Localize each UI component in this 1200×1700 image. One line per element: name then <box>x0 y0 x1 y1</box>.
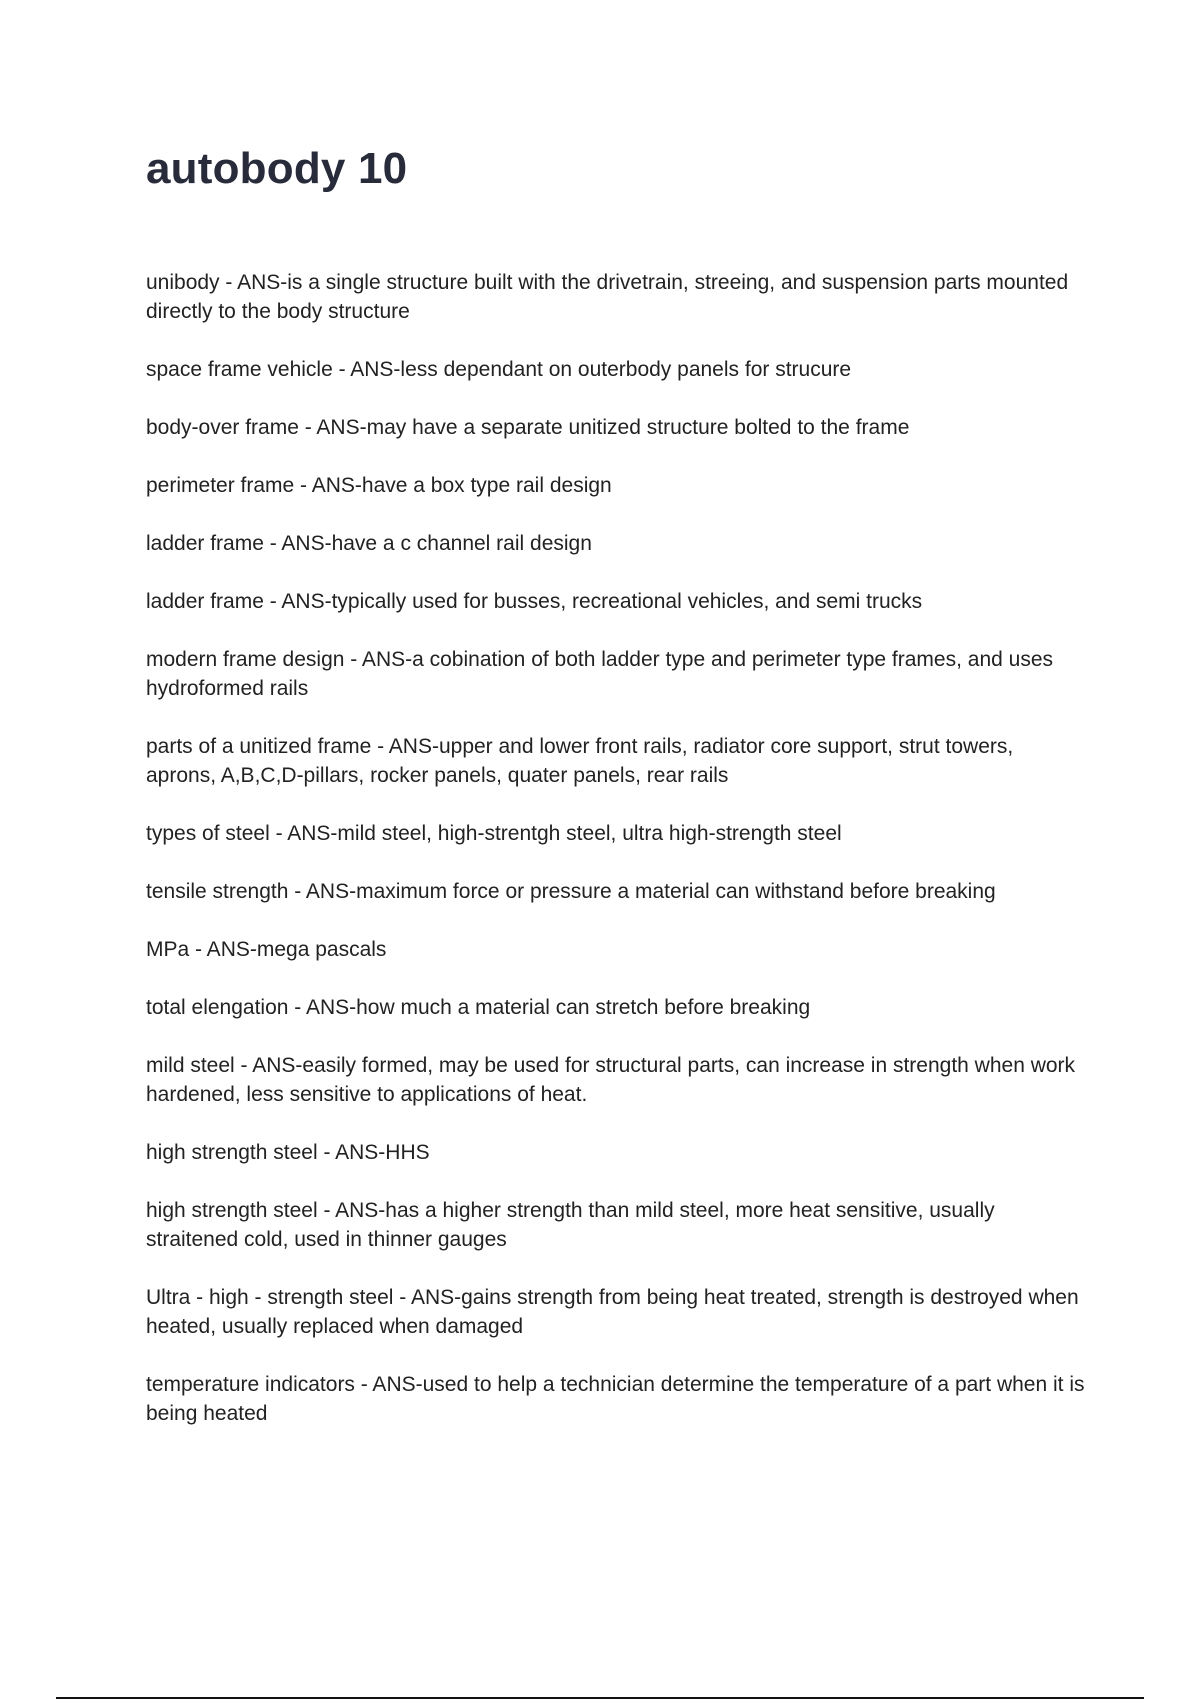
qa-entry: space frame vehicle - ANS-less dependant on outerbody panels for strucure <box>146 358 852 381</box>
qa-entry: high strength steel - ANS-has a higher strength than mild steel, more heat sensitive, usually straitened cold, used in thinner gauges <box>146 1199 995 1251</box>
qa-entry: high strength steel - ANS-HHS <box>146 1141 430 1164</box>
qa-entry: Ultra - high - strength steel - ANS-gains strength from being heat treated, strength is destroyed when heated, usually replaced when damaged <box>146 1286 1079 1338</box>
qa-entry: body-over frame - ANS-may have a separate unitized structure bolted to the frame <box>146 416 910 439</box>
qa-entry: tensile strength - ANS-maximum force or pressure a material can withstand before breaking <box>146 880 996 903</box>
qa-entry: ladder frame - ANS-typically used for busses, recreational vehicles, and semi trucks <box>146 590 923 613</box>
page-title: autobody 10 <box>146 144 408 193</box>
qa-entry: temperature indicators - ANS-used to help a technician determine the temperature of a part when it is being heated <box>146 1373 1085 1425</box>
qa-entry: MPa - ANS-mega pascals <box>146 938 387 961</box>
qa-entry: perimeter frame - ANS-have a box type rail design <box>146 474 612 497</box>
qa-entry: modern frame design - ANS-a cobination of both ladder type and perimeter type frames, and uses hydroformed rails <box>146 648 1053 700</box>
footer-divider <box>56 1697 1144 1699</box>
qa-entry-list <box>146 268 1086 1457</box>
qa-entry: parts of a unitized frame - ANS-upper and lower front rails, radiator core support, strut towers, aprons, A,B,C,D-pillars, rocker panels, quater panels, rear rails <box>146 735 1014 787</box>
qa-entry: mild steel - ANS-easily formed, may be used for structural parts, can increase in strength when work hardened, less sensitive to applications of heat. <box>146 1054 1076 1106</box>
qa-entry: types of steel - ANS-mild steel, high-strentgh steel, ultra high-strength steel <box>146 822 842 845</box>
qa-entry: unibody - ANS-is a single structure built with the drivetrain, streeing, and suspension parts mounted directly to the body structure <box>146 271 1069 323</box>
qa-entry: total elengation - ANS-how much a material can stretch before breaking <box>146 996 811 1019</box>
qa-entry: ladder frame - ANS-have a c channel rail design <box>146 532 592 555</box>
